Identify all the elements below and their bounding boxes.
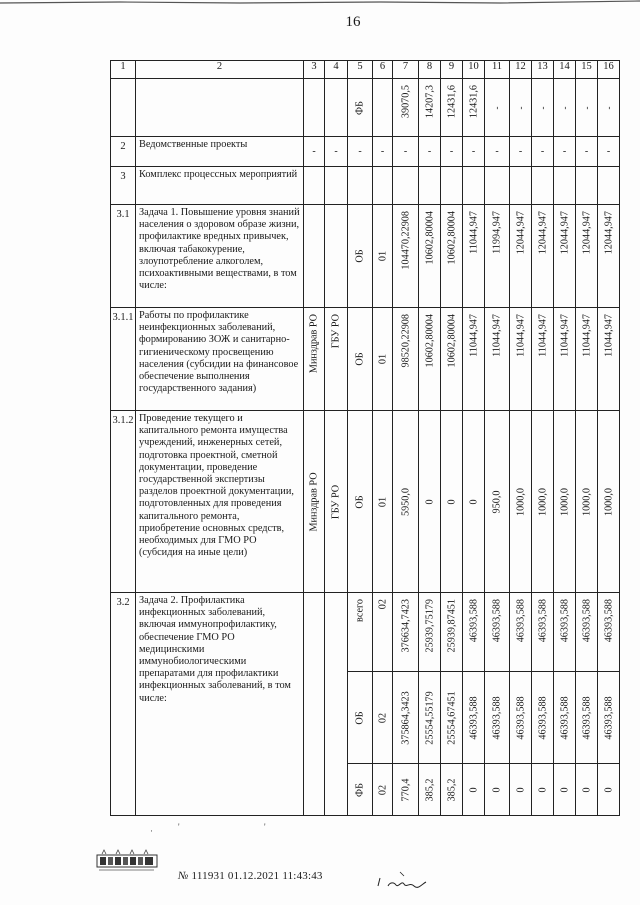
executor-label: ГБУ РО	[330, 484, 342, 519]
row-number: 3.1	[111, 205, 136, 308]
value-cell: 11044,947	[468, 314, 479, 357]
value-cell: 385,2	[446, 778, 457, 801]
value-cell: 12044,947	[581, 211, 592, 255]
code-label: 02	[377, 784, 388, 795]
value-cell: 14207,3	[424, 85, 435, 119]
agency-label: Минздрав РО	[308, 471, 320, 532]
value-cell: 0	[446, 498, 457, 505]
page-number: 16	[345, 14, 361, 30]
scan-mark: ·	[150, 826, 153, 836]
value-cell: 0	[603, 786, 614, 793]
code-label: 01	[377, 353, 388, 365]
fund-label: ОБ	[354, 494, 366, 509]
value-cell: 0	[537, 786, 548, 793]
value-cell: 11044,947	[537, 314, 548, 357]
col-header: 9	[441, 61, 463, 79]
fund-label: ОБ	[354, 710, 366, 725]
value-cell: 376634,7423	[400, 599, 411, 653]
value-cell: 12044,947	[537, 211, 548, 255]
scan-top-edge	[0, 0, 640, 5]
value-cell: 25939,87451	[446, 599, 457, 653]
col-header: 16	[598, 61, 620, 79]
col-header: 7	[393, 61, 419, 79]
value-cell: 11044,947	[515, 314, 526, 357]
fund-label: ОБ	[354, 249, 366, 263]
col-header: 8	[419, 61, 441, 79]
value-cell: 11044,947	[581, 314, 592, 357]
col-header: 5	[348, 61, 373, 79]
budget-table	[110, 60, 620, 816]
value-cell: -	[491, 106, 502, 109]
value-cell: 0	[468, 498, 479, 505]
table-row	[111, 411, 620, 593]
fund-label: ОБ	[354, 352, 366, 366]
value-cell: 25939,75179	[424, 599, 435, 653]
value-cell: 1000,0	[603, 487, 614, 516]
column-number-row	[111, 61, 620, 79]
registration-text: 111931 01.12.2021 11:43:43	[191, 870, 323, 882]
value-cell: 46393,588	[537, 695, 548, 740]
value-cell: 1000,0	[537, 487, 548, 516]
value-cell: 46393,588	[581, 695, 592, 740]
value-cell: 46393,588	[537, 599, 548, 643]
value-cell: 1000,0	[559, 487, 570, 516]
col-header: 13	[532, 61, 554, 79]
code-label: 01	[377, 250, 388, 262]
col-header: 2	[136, 61, 304, 79]
row-number: 3.1.2	[111, 411, 136, 593]
value-cell: 12431,6	[468, 85, 479, 119]
value-cell: 10602,80004	[424, 314, 435, 368]
col-header: 14	[554, 61, 576, 79]
table-row	[111, 593, 620, 672]
code-label: 01	[377, 496, 388, 507]
row-number: 3.1.1	[111, 308, 136, 411]
value-cell: 46393,588	[491, 599, 503, 643]
col-header: 6	[373, 61, 393, 79]
fund-label: всего	[354, 599, 366, 622]
row-title: Задача 2. Профилактика инфекционных заболеваний, включая иммунопрофилактику, обеспечение ГМО РО медицинскими иммунобиологическими препаратами для профилактики инфекционных заболеваний, в том числе:	[136, 593, 304, 816]
value-cell: 12431,6	[446, 85, 457, 119]
value-cell: 1000,0	[515, 487, 526, 516]
value-cell: 46393,588	[491, 695, 503, 740]
row-title: Работы по профилактике неинфекционных заболеваний, формированию ЗОЖ и санитарно-гигиеническому просвещению населения (субсидии на финансовое обеспечение выполнения государственного задания)	[136, 308, 304, 411]
value-cell: 385,2	[424, 778, 435, 801]
registration-footer	[178, 870, 323, 882]
table-row	[111, 167, 620, 205]
value-cell: 46393,588	[603, 695, 614, 740]
fund-label: ФБ	[354, 782, 366, 797]
value-cell: 12044,947	[515, 211, 526, 255]
col-header: 10	[463, 61, 485, 79]
value-cell: 0	[468, 786, 479, 793]
value-cell: -	[537, 106, 547, 109]
row-number: 3	[111, 167, 136, 205]
value-cell: -	[515, 106, 525, 109]
code-label: 02	[377, 599, 388, 610]
signature-icon	[360, 864, 440, 894]
value-cell: 0	[559, 786, 570, 793]
value-cell: 0	[424, 498, 435, 505]
value-cell: 46393,588	[515, 599, 526, 643]
value-cell: 104470,22908	[400, 211, 411, 270]
value-cell: 10602,80004	[446, 211, 457, 265]
table-row	[111, 308, 620, 411]
value-cell: 12044,947	[603, 211, 614, 255]
value-cell: 46393,588	[559, 599, 570, 643]
value-cell: 25554,67451	[446, 690, 457, 745]
value-cell: 375864,3423	[400, 690, 411, 745]
value-cell: -	[603, 106, 613, 109]
number-sign-icon: №	[178, 870, 189, 882]
row-title: Комплекс процессных мероприятий	[136, 167, 304, 205]
row-number: 3.2	[111, 593, 136, 816]
col-header: 4	[325, 61, 348, 79]
agency-label: Минздрав РО	[308, 314, 320, 374]
value-cell: 1000,0	[581, 487, 592, 516]
value-cell: 11044,947	[603, 314, 614, 357]
value-cell: 46393,588	[468, 695, 479, 740]
value-cell: 950,0	[491, 490, 503, 513]
col-header: 12	[510, 61, 532, 79]
registry-stamp-icon	[96, 848, 158, 874]
value-cell: 46393,588	[468, 599, 479, 643]
col-header: 1	[111, 61, 136, 79]
col-header: 15	[576, 61, 598, 79]
value-cell: 39070,5	[400, 85, 411, 119]
value-cell: 11044,947	[468, 211, 479, 254]
scan-mark: '	[178, 822, 180, 832]
value-cell: 0	[515, 786, 526, 793]
value-cell: 12044,947	[559, 211, 570, 255]
value-cell: 11044,947	[559, 314, 570, 357]
value-cell: 98520,22908	[400, 314, 411, 368]
value-cell: 25554,55179	[424, 690, 435, 745]
value-cell: 5950,0	[400, 487, 411, 516]
value-cell: 0	[491, 786, 503, 793]
table-row: 2 Ведомственные проекты - - - - - - - - - - - - - -	[111, 137, 620, 167]
row-title: Ведомственные проекты	[136, 137, 304, 167]
value-cell: -	[559, 106, 569, 109]
table-row	[111, 205, 620, 308]
col-header: 3	[304, 61, 325, 79]
col-header: 11	[485, 61, 510, 79]
value-cell: 0	[581, 786, 592, 793]
scan-mark: '	[264, 822, 266, 832]
row-number: 2	[111, 137, 136, 167]
value-cell: 770,4	[400, 778, 411, 801]
row-title: Задача 1. Повышение уровня знаний населения о здоровом образе жизни, профилактике вредных привычек, включая табакокурение, злоупотребление алкоголем, психоактивными веществами, в том числе:	[136, 205, 304, 308]
value-cell: 10602,80004	[424, 211, 435, 265]
table-row	[111, 79, 620, 137]
code-label: 02	[377, 712, 388, 723]
value-cell: 46393,588	[603, 599, 614, 643]
value-cell: 46393,588	[581, 599, 592, 643]
executor-label: ГБУ РО	[330, 314, 342, 349]
value-cell: 10602,80004	[446, 314, 457, 368]
value-cell: -	[581, 106, 591, 109]
row-title: Проведение текущего и капитального ремонта имущества учреждений, инженерных сетей, подготовка проектной, сметной документации, проведение государственной экспертизы разделов проектной документации, подготовленных для проведения капитального ремонта, приобретение основных средств, необходимых для ГМО РО (субсидия на иные цели)	[136, 411, 304, 593]
value-cell: 11994,947	[491, 211, 503, 254]
value-cell: 46393,588	[515, 695, 526, 740]
value-cell: 11044,947	[491, 314, 503, 357]
fund-label: ФБ	[354, 100, 366, 115]
value-cell: 46393,588	[559, 695, 570, 740]
